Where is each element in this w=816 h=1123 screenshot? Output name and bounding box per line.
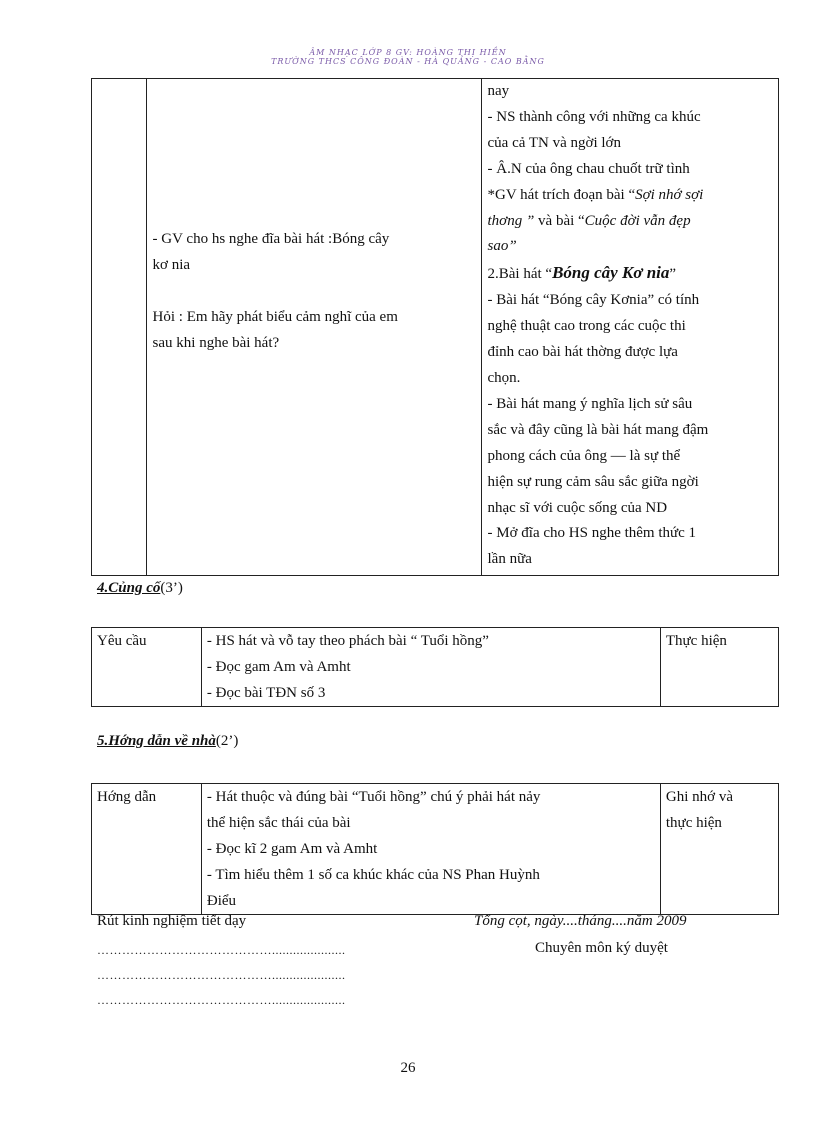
content-line: đỉnh cao bài hát thờng được lựa — [487, 344, 678, 361]
content-line: sắc và đây cũng là bài hát mang đậm — [487, 421, 709, 438]
activity-line: - GV cho hs nghe đĩa bài hát :Bóng cây — [152, 231, 390, 247]
teacher-activity — [153, 227, 475, 357]
content-line: nhạc sĩ với cuộc sống của ND — [487, 499, 668, 516]
content-line: chọn. — [487, 369, 521, 386]
approval-line: Chuyên môn ký duyệt — [535, 940, 668, 956]
content-line: lần nữa — [487, 551, 532, 568]
content-line: và bài “ — [534, 212, 585, 229]
content-line: nghệ thuật cao trong các cuộc thi — [487, 318, 686, 335]
activity-line: kơ nia — [152, 256, 191, 273]
content-line: - Đọc kĩ 2 gam Am và Amht — [206, 841, 378, 857]
table-row — [92, 79, 779, 576]
content-line: của cả TN và ngời lớn — [487, 134, 621, 151]
page-header — [0, 48, 816, 66]
action-line: thực hiện — [665, 815, 722, 831]
content-line: Điểu — [206, 893, 237, 909]
song-title-italic: thơng ” — [487, 212, 535, 229]
content-line: nay — [487, 83, 510, 99]
content-line: thể hiện sắc thái của bài — [206, 815, 351, 831]
activity-line: sau khi nghe bài hát? — [152, 334, 280, 351]
content-line: *GV hát trích đoạn bài “ — [487, 186, 636, 203]
row-content — [201, 628, 660, 707]
activity-line: Hỏi : Em hãy phát biểu cảm nghĩ của em — [152, 308, 398, 325]
song-title-italic: Sợi nhớ sợi — [635, 186, 704, 203]
consolidation-table — [91, 627, 779, 707]
section-time: (2’) — [215, 733, 239, 749]
empty-column — [92, 79, 147, 576]
content-column — [481, 79, 778, 576]
dotted-line: ……………………………………..................... — [97, 993, 346, 1007]
song-title-italic: Cuộc đời vẫn đẹp — [584, 212, 691, 229]
song-title-italic: sao” — [487, 238, 517, 255]
song-title-bold: Bóng cây Kơ nia — [552, 263, 670, 283]
content-line: phong cách của ông — là sự thể — [487, 447, 681, 464]
dotted-line: ……………………………………..................... — [97, 968, 346, 982]
header-line-2: TRƯỜNG THCS CÔNG ĐOÀN - HÀ QUẢNG - CAO BẰNG — [271, 57, 545, 66]
content-line: - Bài hát mang ý nghĩa lịch sử sâu — [487, 395, 693, 412]
section-title: 5.Hớng dẫn về nhà — [97, 733, 216, 749]
content-line: 2.Bài hát “ — [487, 266, 553, 283]
activity-column — [146, 79, 481, 576]
section-time: (3’) — [160, 580, 183, 596]
page-number: 26 — [400, 1060, 416, 1076]
section-4-heading — [97, 580, 183, 597]
content-line: - Hát thuộc và đúng bài “Tuổi hồng” chú ý phải hát nảy — [206, 789, 541, 805]
dotted-line: ……………………………………..................... — [97, 943, 346, 957]
action-line: Ghi nhớ và — [665, 789, 733, 805]
section-title: 4.Củng cố — [97, 580, 161, 596]
content-line: ” — [669, 266, 677, 283]
section-5-heading — [97, 733, 238, 750]
row-label: Hớng dẫn — [92, 784, 202, 915]
header-line-1: ÂM NHẠC LỚP 8 GV: HOÀNG THỊ HIỀN — [309, 48, 507, 57]
content-line: - NS thành công với những ca khúc — [487, 108, 701, 125]
date-line: Tổng cọt, ngày....tháng....năm 2009 — [474, 913, 687, 929]
content-line: - HS hát và vỗ tay theo phách bài “ Tuổi hồng” — [206, 633, 489, 649]
row-label: Yêu cầu — [92, 628, 202, 707]
content-line: - Â.N của ông chau chuốt trữ tình — [487, 160, 690, 177]
lesson-table — [91, 78, 779, 576]
content-line: - Mở đĩa cho HS nghe thêm thức 1 — [487, 525, 697, 542]
content-line: - Đọc bài TĐN số 3 — [206, 685, 326, 701]
content-line: - Bài hát “Bóng cây Kơnia” có tính — [487, 292, 700, 309]
content-line: - Tìm hiểu thêm 1 số ca khúc khác của NS Phan Huỳnh — [206, 867, 540, 883]
table-row — [92, 784, 779, 915]
table-row — [92, 628, 779, 707]
homework-table — [91, 783, 779, 915]
review-title: Rút kinh nghiệm tiết dạy — [97, 913, 247, 929]
row-action: Thực hiện — [660, 628, 778, 707]
row-action — [660, 784, 778, 915]
row-content — [201, 784, 660, 915]
content-line: hiện sự rung cảm sâu sắc giữa ngời — [487, 473, 699, 490]
content-line: - Đọc gam Am và Amht — [206, 659, 351, 675]
